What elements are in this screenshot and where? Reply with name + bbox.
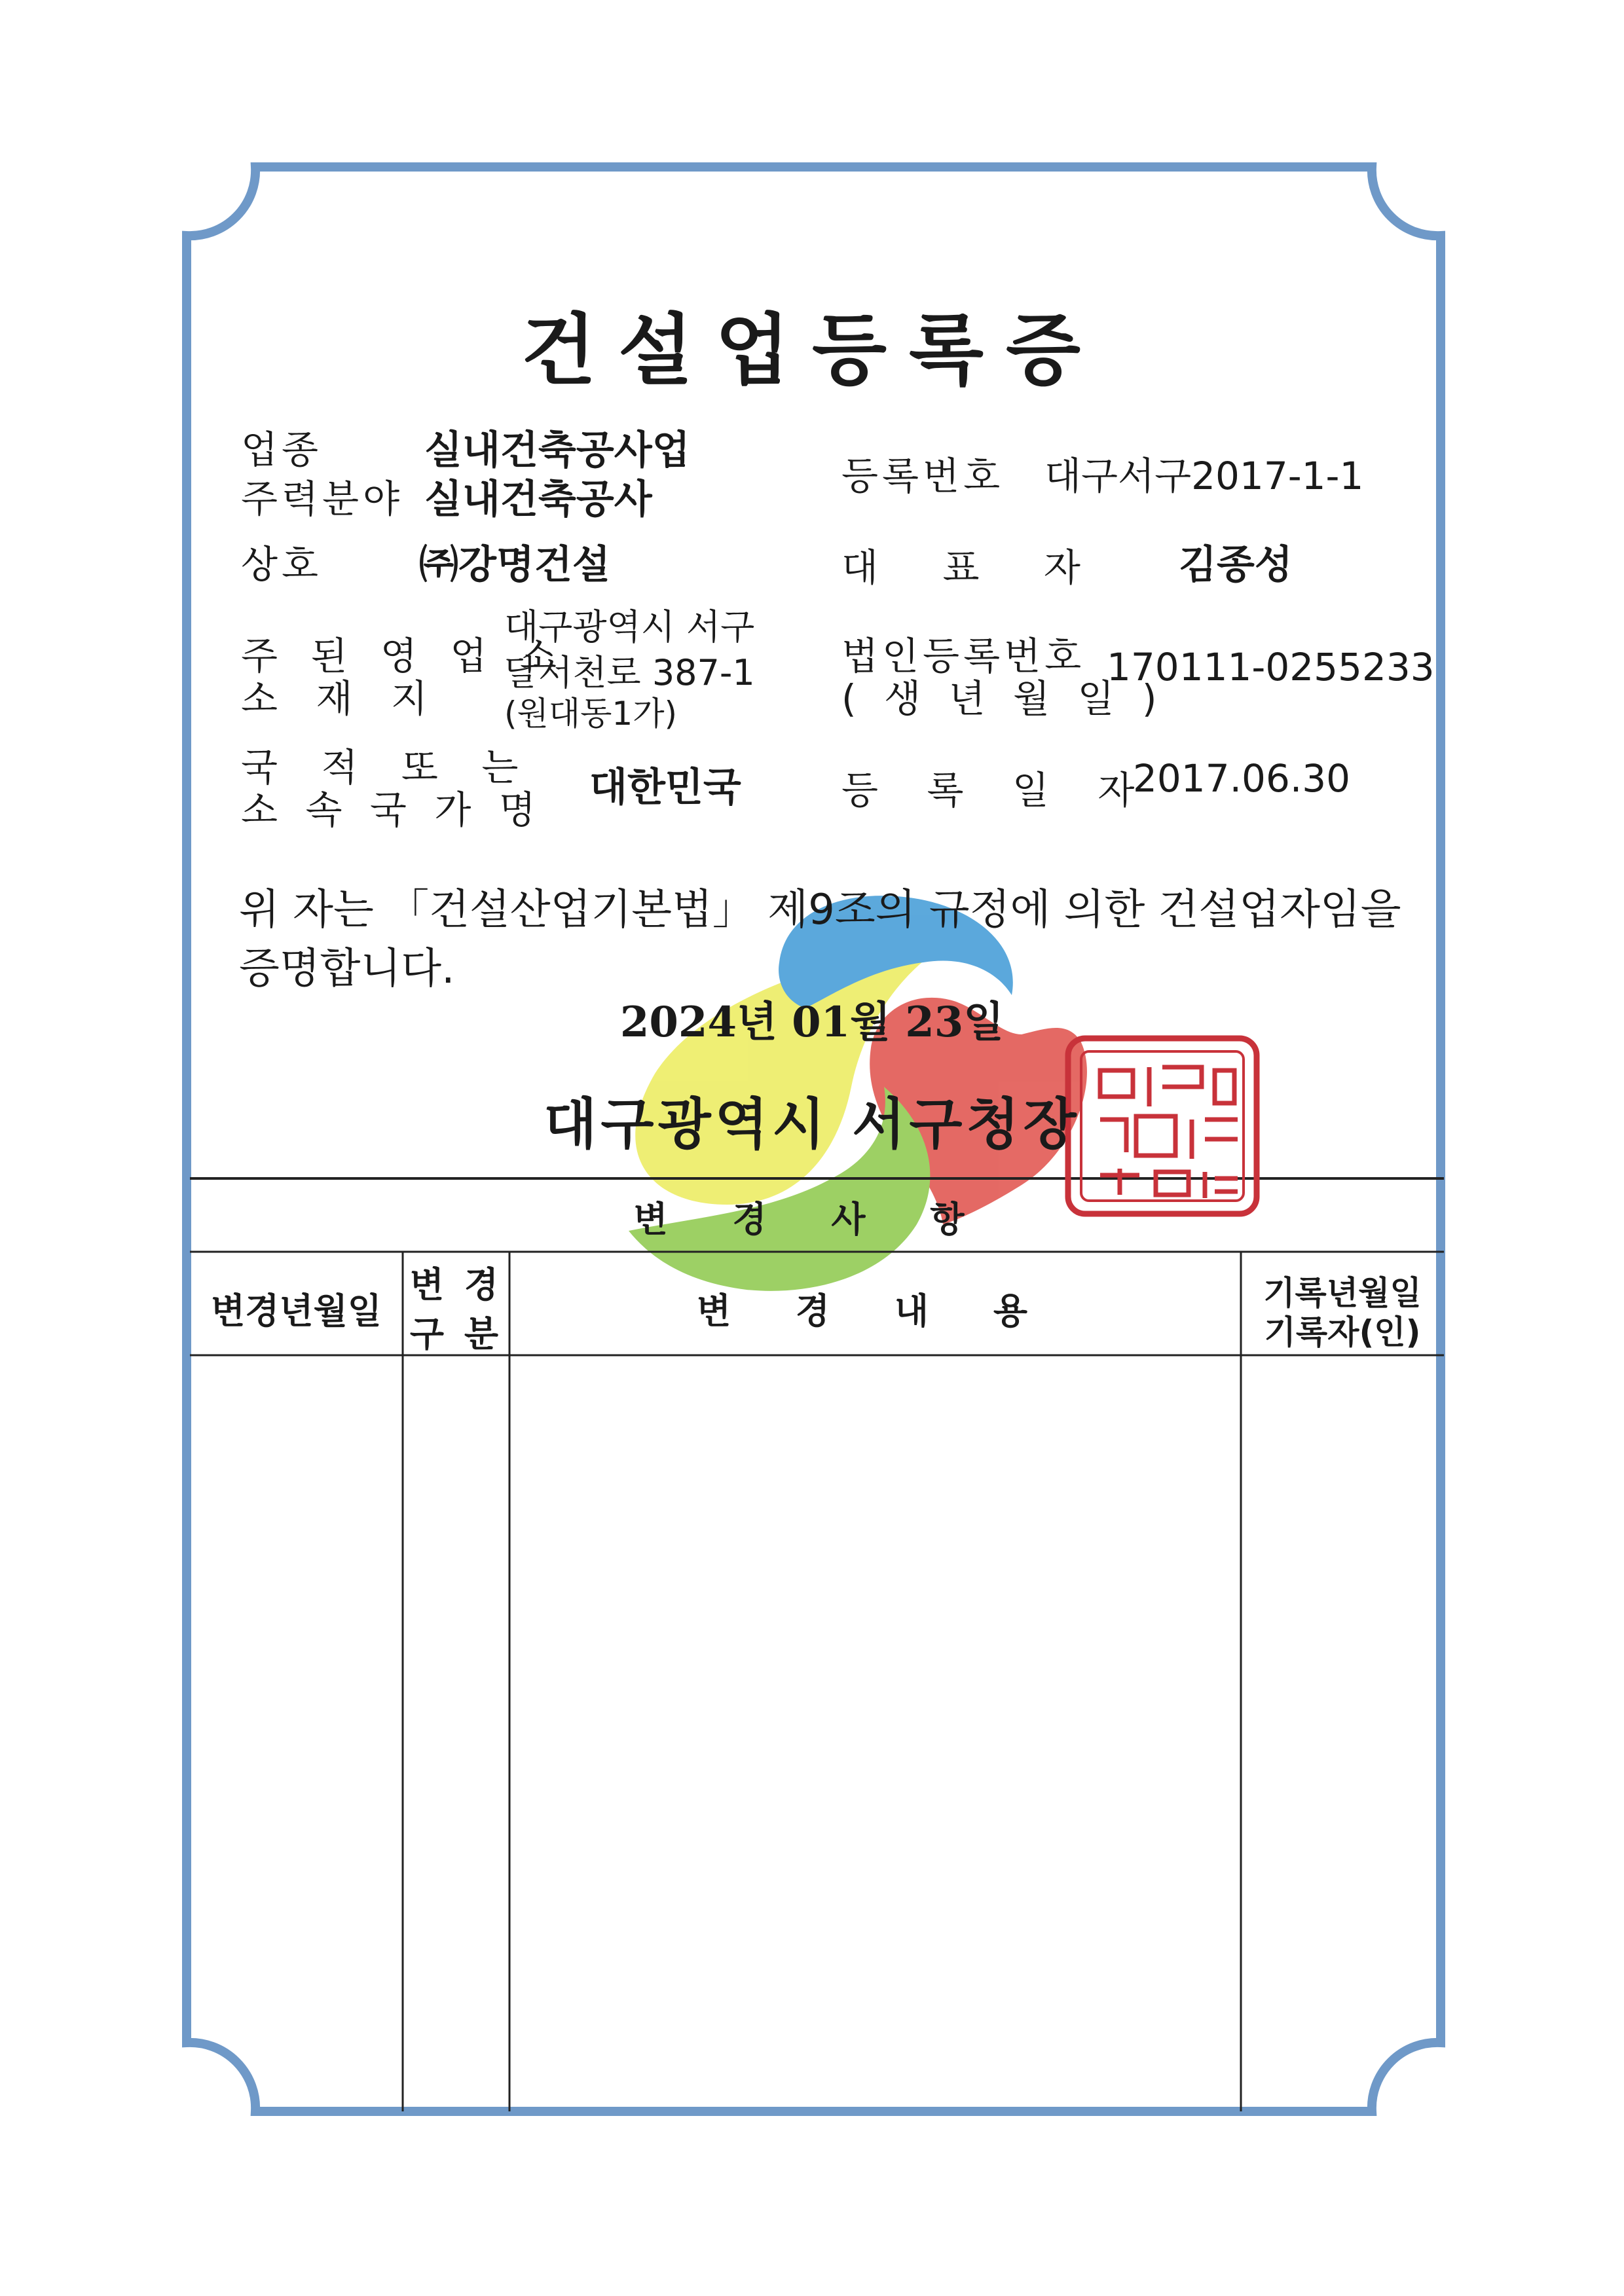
certification-statement	[239, 881, 1437, 998]
issue-date: 2024년 01월 23일	[619, 998, 1005, 1047]
corp-number-value: 170111-0255233	[1107, 645, 1435, 689]
representative-label: 대 표 자	[841, 545, 1107, 590]
nationality-value: 대한민국	[589, 765, 741, 811]
col-change-type-line-1: 변 경	[409, 1264, 503, 1305]
registration-date-label: 등 록 일 자	[841, 768, 1153, 812]
col-change-content: 변 경 내 용	[696, 1290, 1054, 1332]
corp-number-label-line-1: 법인등록번호	[841, 634, 1086, 678]
statement-line-1: 위 자는 「건설산업기본법」 제9조의 규정에 의한 건설업자임을	[239, 886, 1401, 934]
registration-date-value: 2017.06.30	[1133, 756, 1351, 801]
col-change-type-line-2: 구 분	[409, 1313, 503, 1355]
business-type-label: 업종	[241, 428, 323, 472]
representative-value: 김종성	[1179, 542, 1293, 588]
corp-number-label-line-2: ( 생 년 월 일 )	[841, 676, 1165, 721]
trade-name-value: ㈜강명건설	[419, 542, 610, 588]
registration-number-label: 등록번호	[841, 454, 1005, 498]
main-field-value: 실내건축공사	[424, 477, 652, 522]
nationality-label-line-1: 국 적 또 는	[241, 745, 534, 790]
business-type-value: 실내건축공사업	[424, 428, 690, 473]
registration-number-value: 대구서구2017-1-1	[1044, 454, 1364, 498]
office-address-line-3: (원대동1가)	[504, 695, 678, 733]
statement-line-2: 증명합니다.	[239, 945, 455, 993]
col-change-date: 변경년월일	[211, 1290, 382, 1332]
trade-name-label: 상호	[241, 542, 323, 587]
office-address-line-1: 대구광역시 서구	[504, 606, 755, 647]
office-label-line-2: 소 재 지	[241, 676, 441, 721]
changes-section-title: 변 경 사 항	[633, 1199, 991, 1240]
main-field-label: 주력분야	[241, 477, 404, 521]
issuer-name: 대구광역시 서구청장	[544, 1092, 1080, 1156]
col-record-date: 기록년월일	[1263, 1274, 1422, 1312]
nationality-label-line-2: 소 속 국 가 명	[241, 788, 544, 832]
col-recorder: 기록자(인)	[1264, 1313, 1421, 1351]
certificate-title: 건설업등록증	[521, 304, 1103, 395]
office-label-line-1: 주 된 영 업 소	[241, 634, 567, 678]
office-address-line-2: 달서천로 387-1	[504, 652, 755, 693]
